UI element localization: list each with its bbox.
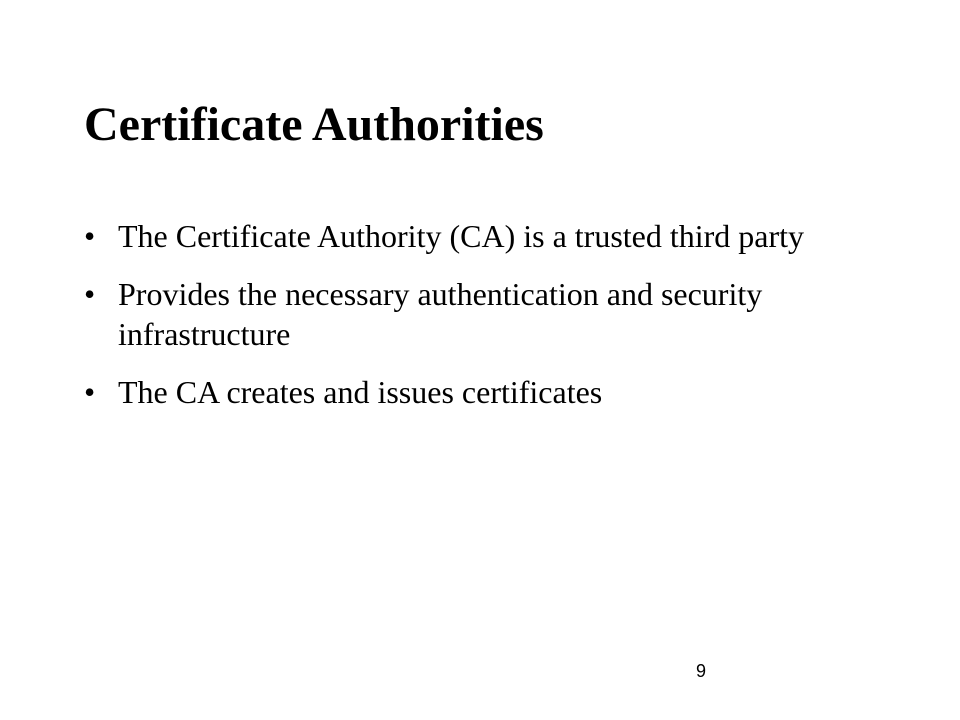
- bullet-marker: •: [84, 218, 96, 254]
- bullet-text: The Certificate Authority (CA) is a trusted third party: [118, 218, 805, 254]
- slide-title: Certificate Authorities: [84, 98, 544, 151]
- bullet-marker: •: [84, 374, 96, 410]
- bullet-item: [84, 274, 884, 354]
- bullet-text: The CA creates and issues certificates: [118, 374, 603, 410]
- bullet-text: Provides the necessary authentication and security infrastructure: [118, 276, 763, 352]
- bullet-item: [84, 216, 884, 256]
- bullet-list: [84, 216, 884, 430]
- page-number: 9: [696, 661, 707, 681]
- bullet-marker: •: [84, 276, 96, 312]
- bullet-item: [84, 372, 884, 412]
